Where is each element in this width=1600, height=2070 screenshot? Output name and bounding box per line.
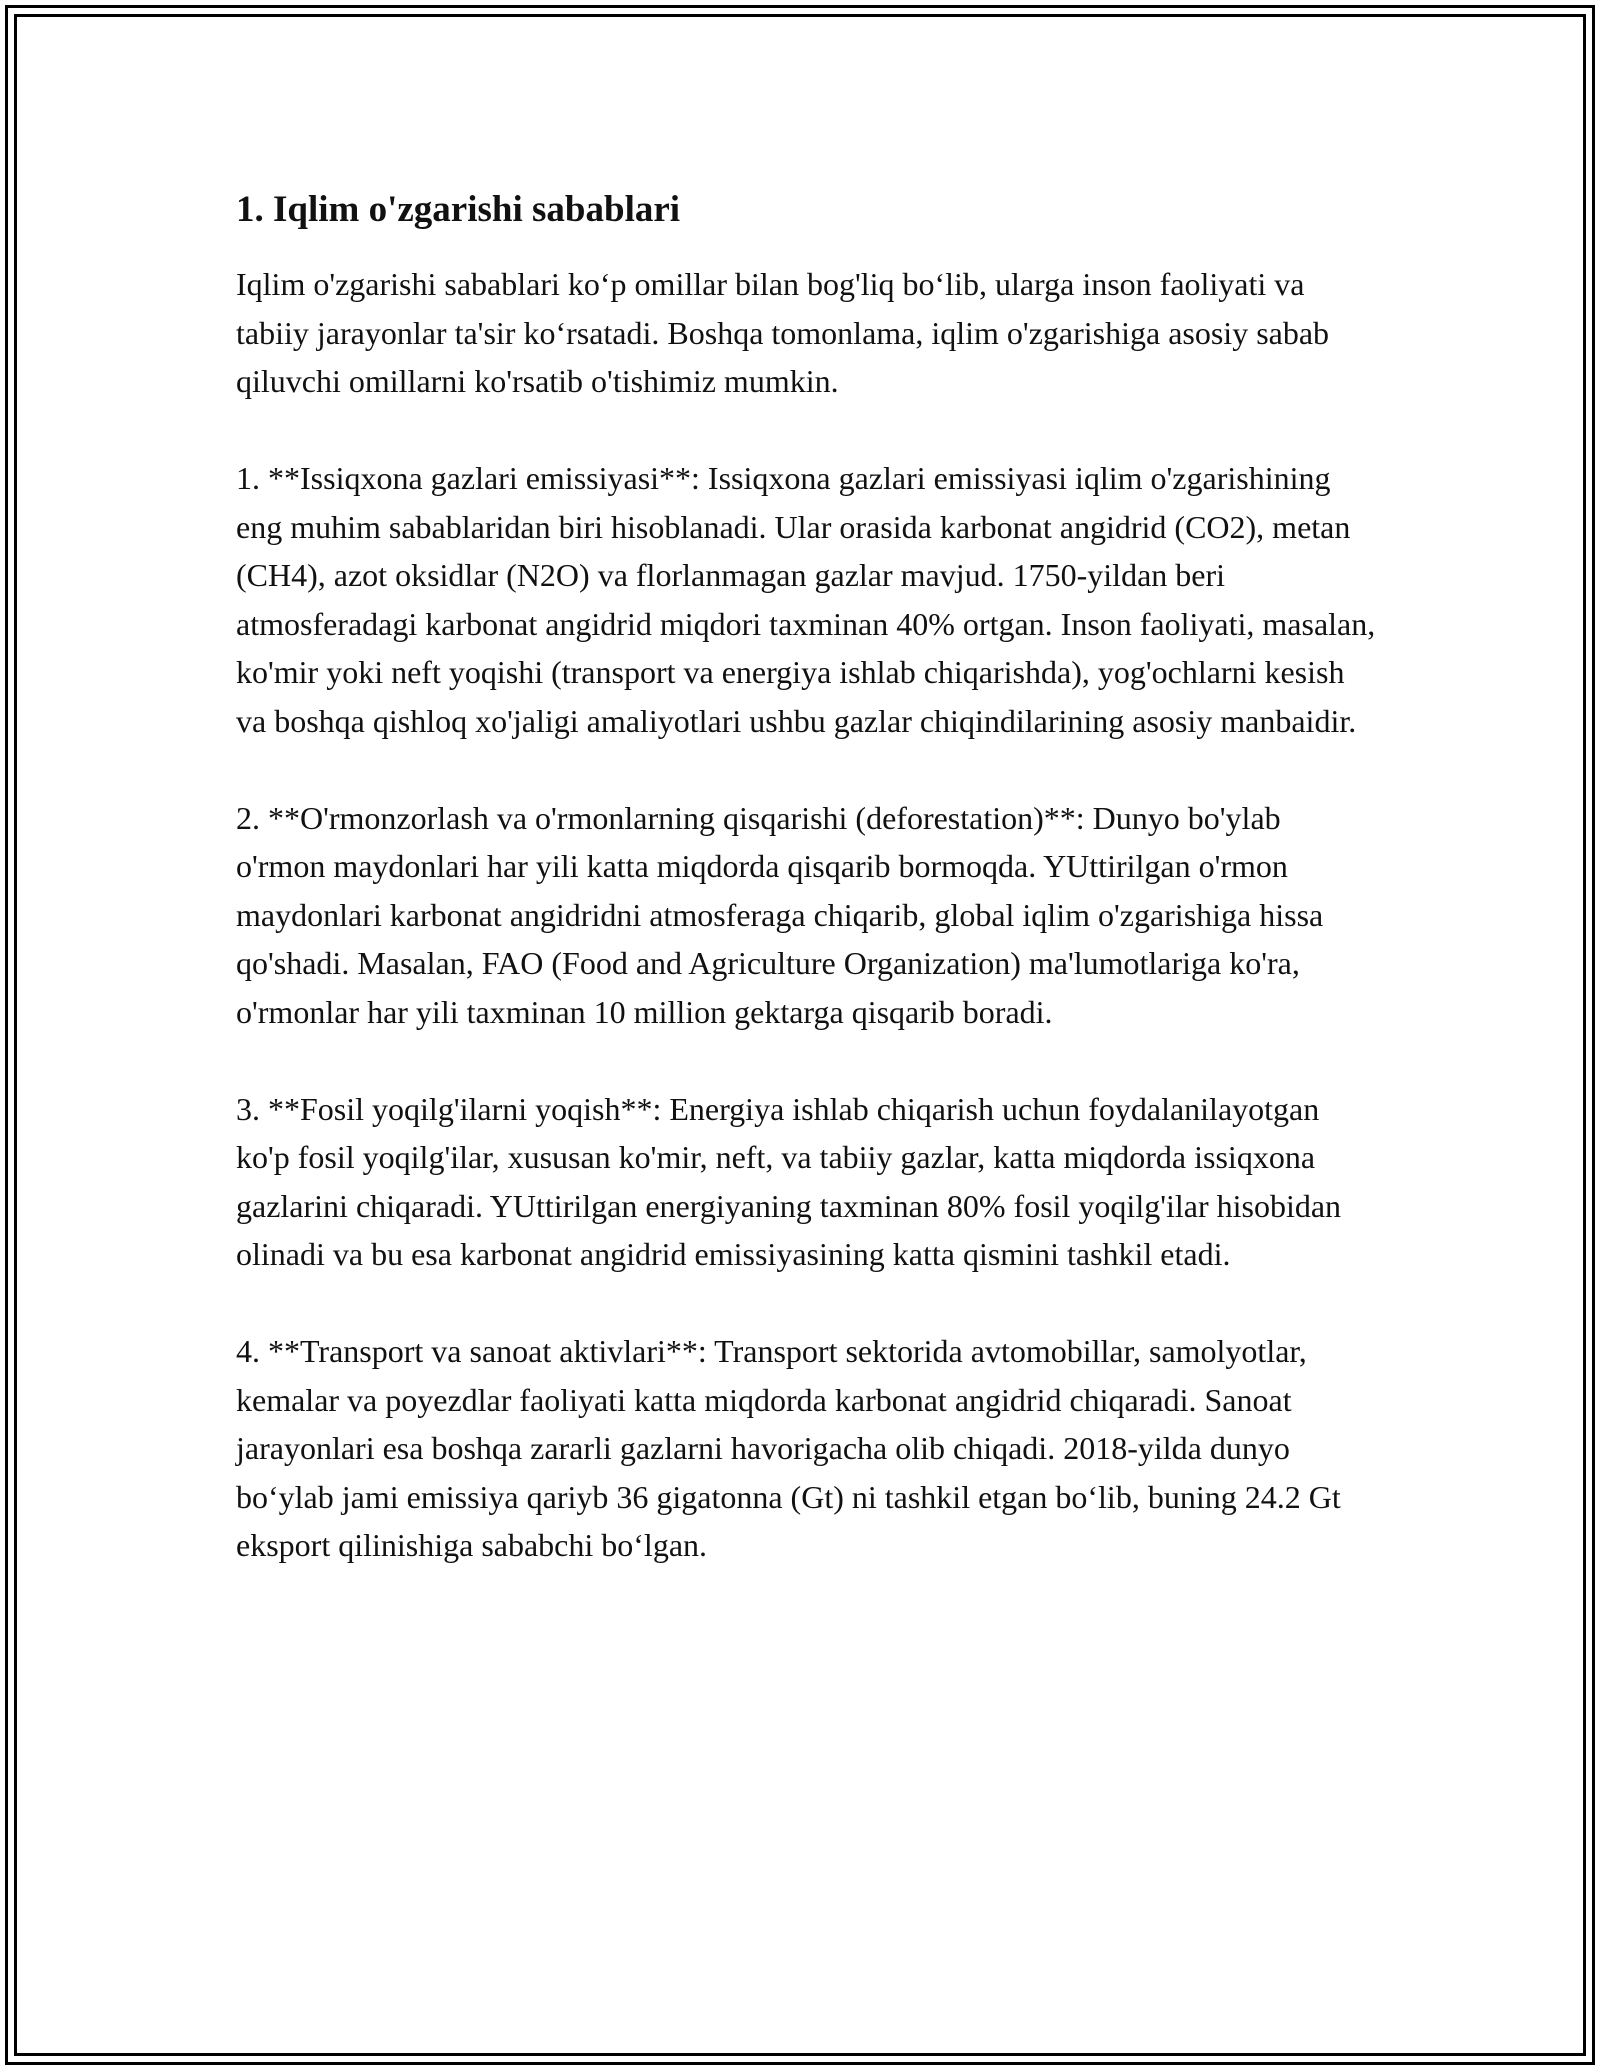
list-item-deforestation: 2. **O'rmonzorlash va o'rmonlarning qisqarishi (deforestation)**: Dunyo bo'ylab o'rmon maydonlari har yili katta miqdorda qisqarib bormoqda. YUttirilgan o'rmon maydonlari karbonat angidridni atmosferaga chiqarib, global iqlim o'zgarishiga hissa qo'shadi. Masalan, FAO (Food and Agriculture Organization) ma'lumotlariga ko'ra, o'rmonlar har yili taxminan 10 million gektarga qisqarib boradi.: [236, 799, 1324, 1030]
list-item-fossil-fuels: 3. **Fosil yoqilg'ilarni yoqish**: Energiya ishlab chiqarish uchun foydalanilayotgan ko'p fosil yoqilg'ilar, xususan ko'mir, neft, va tabiiy gazlar, katta miqdorda issiqxona gazlarini chiqaradi. YUttirilgan energiyaning taxminan 80% fosil yoqilg'ilar hisobidan olinadi va bu esa karbonat angidrid emissiyasining katta qismini tashkil etadi.: [236, 1090, 1342, 1272]
list-item-greenhouse-gases: 1. **Issiqxona gazlari emissiyasi**: Issiqxona gazlari emissiyasi iqlim o'zgarishining eng muhim sabablaridan biri hisoblanadi. Ular orasida karbonat angidrid (CO2), metan (CH4), azot oksidlar (N2O) va florlanmagan gazlar mavjud. 1750-yildan beri atmosferadagi karbonat angidrid miqdori taxminan 40% ortgan. Inson faoliyati, masalan, ko'mir yoki neft yoqishi (transport va energiya ishlab chiqarishda), yog'ochlarni kesish va boshqa qishloq xo'jaligi amaliyotlari ushbu gazlar chiqindilarining asosiy manbaidir.: [236, 460, 1376, 739]
document-body: [236, 186, 1376, 1618]
intro-paragraph: Iqlim o'zgarishi sabablari ko‘p omillar bilan bog'liq bo‘lib, ularga inson faoliyati va tabiiy jarayonlar ta'sir ko‘rsatadi. Boshqa tomonlama, iqlim o'zgarishiga asosiy sabab qiluvchi omillarni ko'rsatib o'tishimiz mumkin.: [236, 266, 1330, 399]
list-item-transport-industry: 4. **Transport va sanoat aktivlari**: Transport sektorida avtomobillar, samolyotlar, kemalar va poyezdlar faoliyati katta miqdorda karbonat angidrid chiqaradi. Sanoat jarayonlari esa boshqa zararli gazlarni havorigacha olib chiqadi. 2018-yilda dunyo bo‘ylab jami emissiya qariyb 36 gigatonna (Gt) ni tashkil etgan bo‘lib, buning 24.2 Gt eksport qilinishiga sababchi bo‘lgan.: [236, 1333, 1341, 1563]
section-heading: 1. Iqlim o'zgarishi sabablari: [236, 189, 681, 230]
